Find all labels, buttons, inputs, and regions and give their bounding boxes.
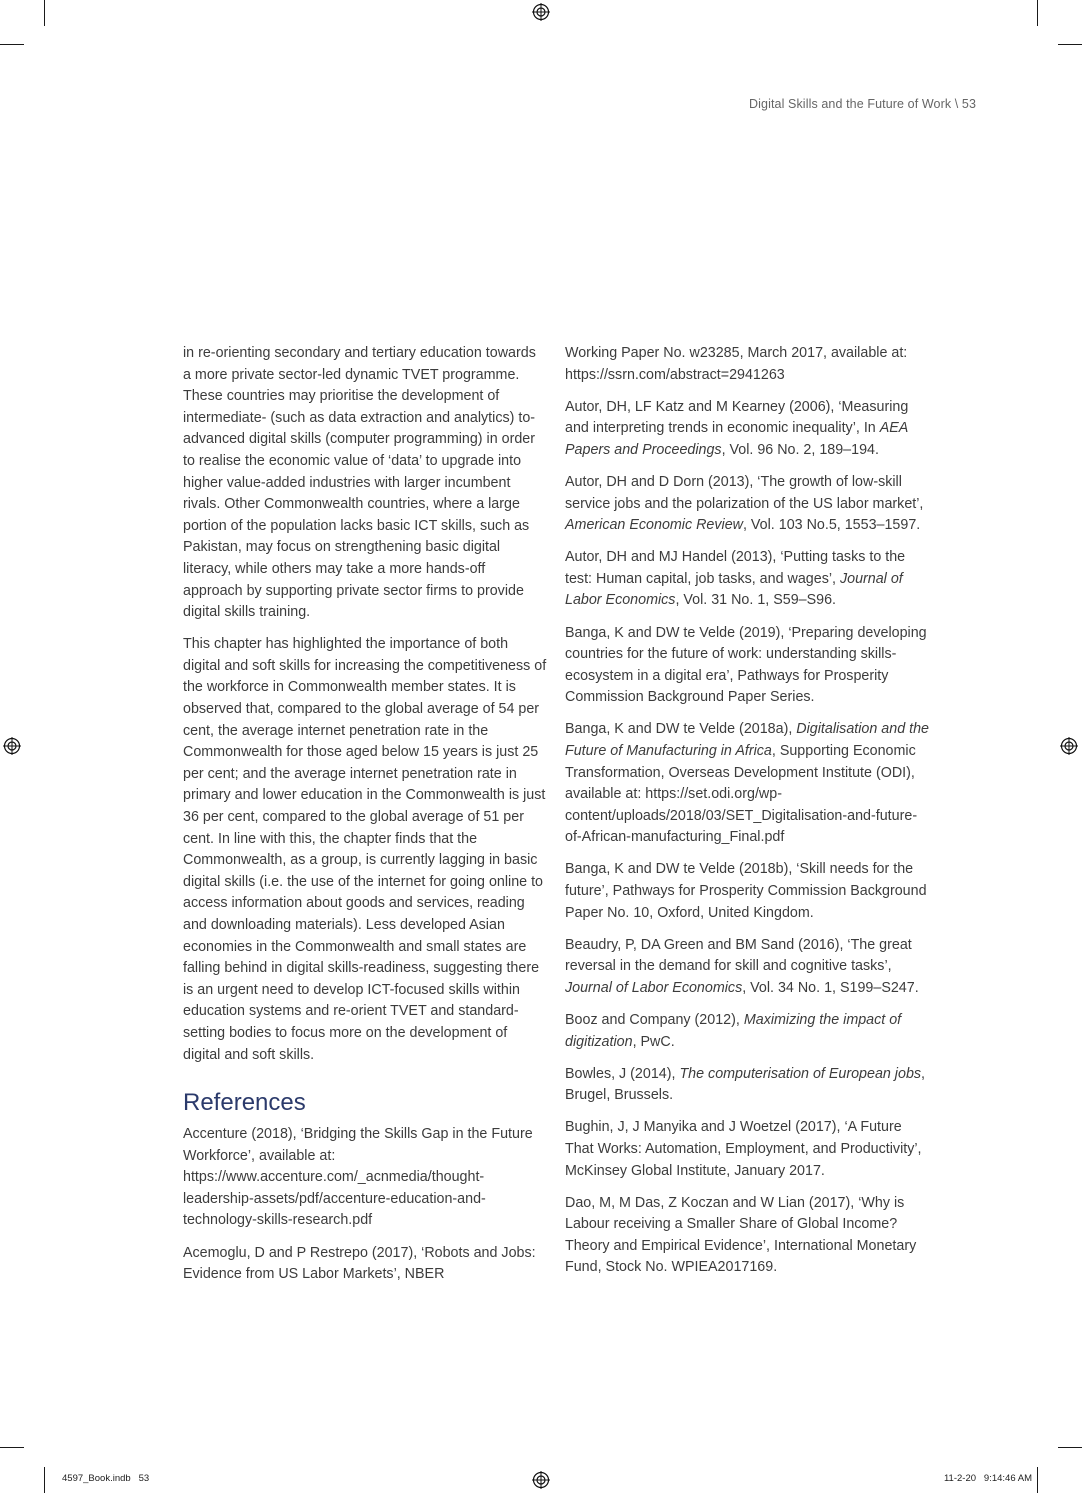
right-column <box>565 343 929 1290</box>
reference-entry: Bowles, J (2014), The computerisation of European jobs, Brugel, Brussels. <box>565 1065 926 1104</box>
reference-entry: Bughin, J, J Manyika and J Woetzel (2017), ‘A Future That Works: Automation, Employment, and Productivity’, McKinsey Global Institute, January 2017. <box>565 1119 922 1179</box>
reference-entry: Beaudry, P, DA Green and BM Sand (2016), ‘The great reversal in the demand for skill and cognitive tasks’, Journal of Labor Economics, Vol. 34 No. 1, S199–S247. <box>565 936 919 996</box>
crop-mark <box>1037 1467 1038 1493</box>
reference-entry: Banga, K and DW te Velde (2018b), ‘Skill needs for the future’, Pathways for Prosperity Commission Background Paper No. 10, Oxford, United Kingdom. <box>565 861 927 921</box>
reference-entry: Accenture (2018), ‘Bridging the Skills Gap in the Future Workforce’, available at: https://www.accenture.com/_acnmedia/thought-leadership-assets/pdf/accenture-education-and-technology-skills-research.pdf <box>183 1126 533 1229</box>
crop-mark <box>1058 1447 1082 1448</box>
registration-mark-icon <box>532 1471 550 1489</box>
crop-mark <box>1058 44 1082 45</box>
reference-entry: Banga, K and DW te Velde (2018a), Digitalisation and the Future of Manufacturing in Africa, Supporting Economic Transformation, Overseas Development Institute (ODI), available at: https://set.odi.org/wp-content/uploads/2018/03/SET_Digitalisation-and-future-of-African-manufacturing_Final.pdf <box>565 721 930 846</box>
print-slug-timestamp: 11-2-20 9:14:46 AM <box>943 1473 1032 1484</box>
registration-mark-icon <box>3 737 21 755</box>
reference-entry: Autor, DH and D Dorn (2013), ‘The growth of low-skill service jobs and the polarization of the US labor market’, American Economic Review, Vol. 103 No.5, 1553–1597. <box>565 473 924 534</box>
running-head: Digital Skills and the Future of Work \ 53 <box>749 97 976 111</box>
reference-entry: Autor, DH, LF Katz and M Kearney (2006), ‘Measuring and interpreting trends in economic inequality’, In AEA Papers and Proceedings, Vol. 96 No. 2, 189–194. <box>565 398 909 458</box>
crop-mark <box>0 44 24 45</box>
registration-mark-icon <box>1060 737 1078 755</box>
left-column <box>183 343 547 1296</box>
reference-entry: Acemoglu, D and P Restrepo (2017), ‘Robots and Jobs: Evidence from US Labor Markets’, NBER <box>183 1244 536 1283</box>
body-paragraph: This chapter has highlighted the importance of both digital and soft skills for increasing the competitiveness of the workforce in Commonwealth member states. It is observed that, compared to the global average of 54 per cent, the average internet penetration rate in the Commonwealth for those aged below 15 years is just 25 per cent; and the average internet penetration rate in primary and lower education in the Commonwealth is just 36 per cent, compared to the global average of 51 per cent. In line with this, the chapter finds that the Commonwealth, as a group, is currently lagging in basic digital skills (i.e. the use of the internet for going online to access information about goods and services, reading and downloading materials). Less developed Asian economies in the Commonwealth and small states are falling behind in digital skills-readiness, suggesting there is an urgent need to develop ICT-focused skills within education systems and re-orient TVET and standard-setting bodies to focus more on the development of digital and soft skills. <box>183 636 547 1063</box>
reference-entry: Autor, DH and MJ Handel (2013), ‘Putting tasks to the test: Human capital, job tasks, and wages’, Journal of Labor Economics, Vol. 31 No. 1, S59–S96. <box>565 549 906 609</box>
crop-mark <box>44 0 45 26</box>
reference-entry: Booz and Company (2012), Maximizing the impact of digitization, PwC. <box>565 1012 902 1050</box>
body-paragraph: in re-orienting secondary and tertiary education towards a more private sector-led dynamic TVET programme. These countries may prioritise the development of intermediate- (such as data extraction and analytics) to-advanced digital skills (computer programming) in order to realise the economic value of ‘data’ to upgrade into higher value-added industries with larger incumbent rivals. Other Commonwealth countries, where a large portion of the population lacks basic ICT skills, such as Pakistan, may focus on strengthening basic digital literacy, while others may take a more hands-off approach by supporting private sector firms to provide digital skills training. <box>183 345 536 621</box>
reference-entry: Banga, K and DW te Velde (2019), ‘Preparing developing countries for the future of work: understanding skills-ecosystem in a digital era’, Pathways for Prosperity Commission Background Paper Series. <box>565 624 927 706</box>
registration-mark-icon <box>532 3 550 21</box>
crop-mark <box>1037 0 1038 26</box>
crop-mark <box>44 1467 45 1493</box>
reference-entry: Dao, M, M Das, Z Koczan and W Lian (2017), ‘Why is Labour receiving a Smaller Share of Global Income? Theory and Empirical Evidence’, International Monetary Fund, Stock No. WPIEA2017169. <box>565 1194 917 1276</box>
references-heading: References <box>183 1089 306 1117</box>
crop-mark <box>0 1447 24 1448</box>
print-slug-file: 4597_Book.indb 53 <box>62 1473 150 1484</box>
reference-entry: Working Paper No. w23285, March 2017, available at: https://ssrn.com/abstract=2941263 <box>565 345 908 383</box>
